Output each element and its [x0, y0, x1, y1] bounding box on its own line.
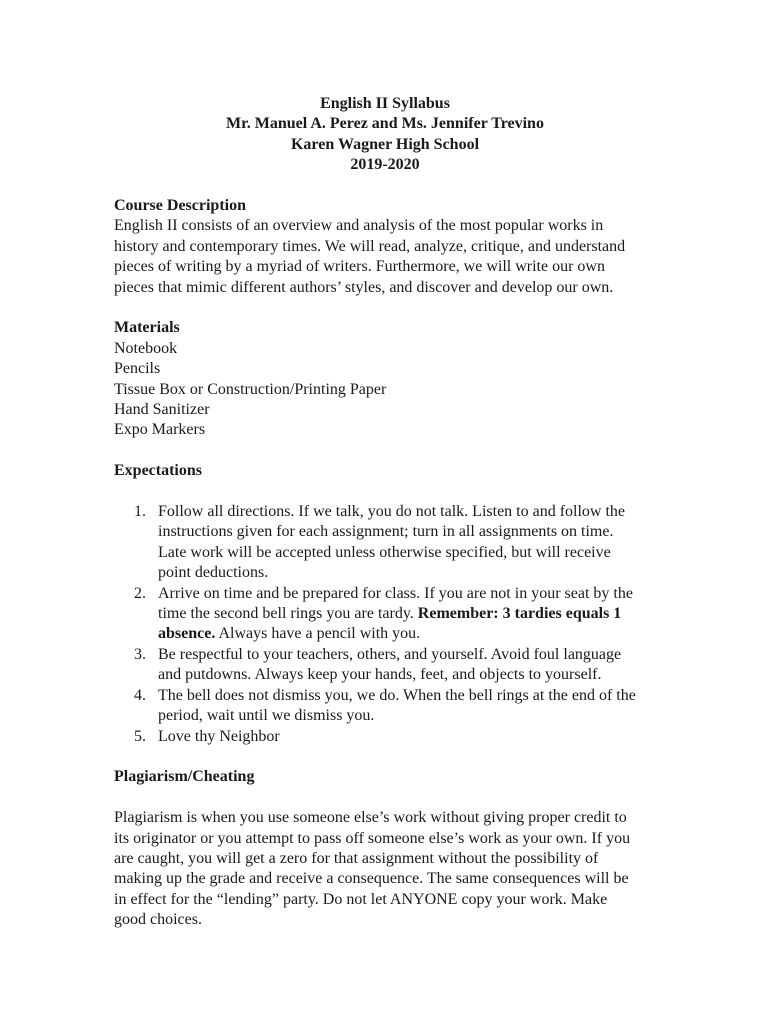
- document-header: [0, 94, 770, 176]
- list-item-line: period, wait until we dismiss you.: [158, 707, 375, 725]
- materials-item: Tissue Box or Construction/Printing Paper: [114, 380, 387, 398]
- list-item-line: [158, 604, 659, 624]
- list-number: 5.: [134, 727, 146, 745]
- school-name: Karen Wagner High School: [290, 135, 480, 153]
- spacer: [114, 788, 659, 808]
- spacer: [114, 482, 659, 502]
- list-item-line: and putdowns. Always keep your hands, feet, and objects to yourself.: [158, 666, 602, 684]
- document-body: [114, 196, 659, 931]
- plagiarism-line: Plagiarism is when you use someone else’s work without giving proper credit to: [114, 809, 627, 827]
- list-item-text: Always have a pencil with you.: [215, 625, 421, 643]
- course-description-line: history and contemporary times. We will read, analyze, critique, and understand: [114, 237, 626, 255]
- plagiarism-line: its originator or you attempt to pass off someone else’s work as your own. If you: [114, 829, 631, 847]
- course-description-heading: Course Description: [114, 197, 246, 214]
- list-item: [114, 686, 659, 727]
- plagiarism-line: are caught, you will get a zero for that assignment without the possibility of: [114, 849, 599, 867]
- list-item-line: Be respectful to your teachers, others, and yourself. Avoid foul language: [158, 645, 622, 663]
- plagiarism-line: good choices.: [114, 911, 202, 929]
- materials-item: Expo Markers: [114, 421, 206, 439]
- list-item-line: point deductions.: [158, 564, 269, 582]
- list-item: [114, 727, 659, 747]
- teacher-names: Mr. Manuel A. Perez and Ms. Jennifer Trevino: [226, 115, 544, 133]
- list-item-line: The bell does not dismiss you, we do. When the bell rings at the end of the: [158, 686, 636, 704]
- list-item-line: instructions given for each assignment; turn in all assignments on time.: [158, 523, 614, 541]
- materials-item: Hand Sanitizer: [114, 401, 210, 419]
- list-item-line: [158, 624, 659, 644]
- list-number: 4.: [134, 686, 146, 704]
- spacer: [114, 747, 659, 767]
- list-item-text: time the second bell rings you are tardy.: [158, 605, 418, 623]
- plagiarism-heading: Plagiarism/Cheating: [114, 768, 255, 786]
- course-description-line: pieces that mimic different authors’ styles, and discover and develop our own.: [114, 278, 614, 296]
- plagiarism-line: in effect for the “lending” party. Do not let ANYONE copy your work. Make: [114, 890, 608, 908]
- list-item-line: Late work will be accepted unless otherwise specified, but will receive: [158, 543, 611, 561]
- course-description-line: pieces of writing by a myriad of writers. Furthermore, we will write our own: [114, 258, 605, 276]
- plagiarism-section: [114, 767, 659, 930]
- expectations-list: [114, 502, 659, 747]
- materials-item: Pencils: [114, 360, 161, 378]
- spacer: [114, 298, 659, 318]
- tardy-rule-emphasis: absence.: [158, 625, 216, 643]
- course-description-line: English II consists of an overview and analysis of the most popular works in: [114, 217, 604, 235]
- plagiarism-line: making up the grade and receive a consequence. The same consequences will be: [114, 870, 629, 888]
- document-title: English II Syllabus: [320, 95, 450, 112]
- course-description-section: [114, 196, 659, 298]
- tardy-rule-emphasis: Remember: 3 tardies equals 1: [417, 605, 622, 623]
- list-number: 1.: [134, 503, 146, 521]
- list-item-line: Arrive on time and be prepared for class. If you are not in your seat by the: [158, 584, 633, 602]
- list-item: [114, 502, 659, 584]
- spacer: [114, 441, 659, 461]
- expectations-heading: Expectations: [114, 462, 202, 480]
- school-year: 2019-2020: [350, 156, 420, 174]
- list-item: [114, 584, 659, 645]
- list-item-line: Follow all directions. If we talk, you do not talk. Listen to and follow the: [158, 503, 626, 521]
- list-number: 3.: [134, 645, 146, 663]
- list-item: [114, 645, 659, 686]
- materials-section: [114, 318, 659, 440]
- list-number: 2.: [134, 584, 146, 602]
- materials-item: Notebook: [114, 339, 178, 357]
- list-item-line: Love thy Neighbor: [158, 727, 280, 745]
- expectations-section: [114, 461, 659, 747]
- materials-heading: Materials: [114, 319, 180, 337]
